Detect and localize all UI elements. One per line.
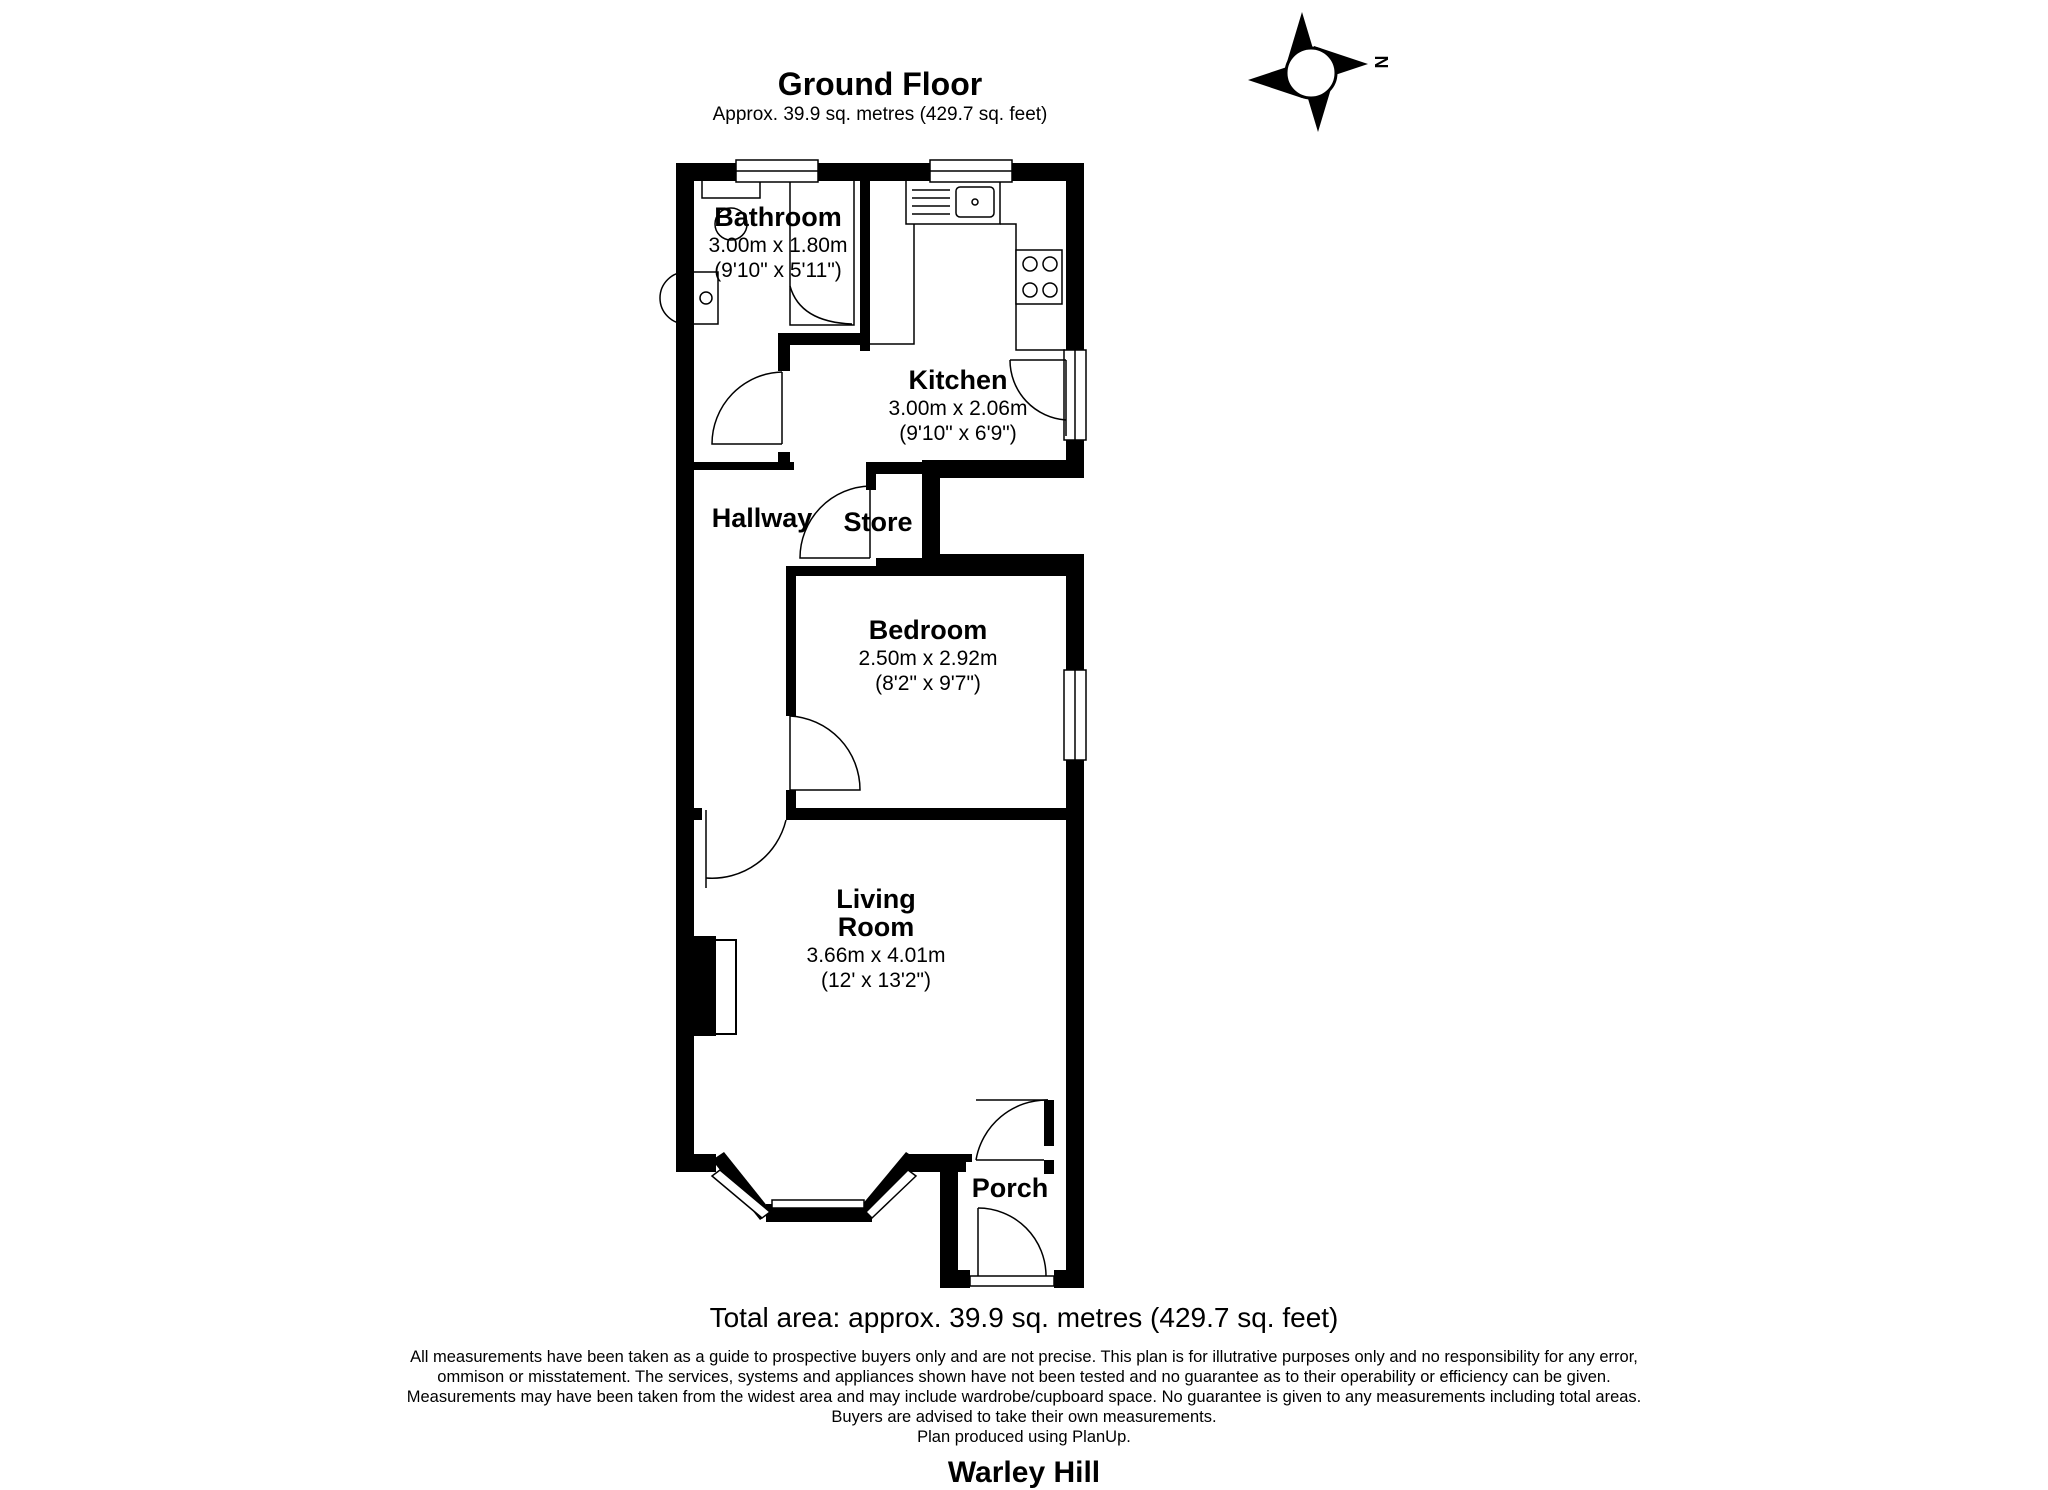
- floor-area: Approx. 39.9 sq. metres (429.7 sq. feet): [712, 104, 1048, 125]
- total-area: Total area: approx. 39.9 sq. metres (429.7 sq. feet): [709, 1302, 1339, 1333]
- disclaimer-line: ommison or misstatement. The services, systems and appliances shown have not been tested and no guarantee as to their operability or efficiency can be given.: [437, 1368, 1611, 1386]
- door-swing: [712, 372, 782, 444]
- walls: [676, 163, 1084, 1288]
- door-swing: [976, 1100, 1048, 1160]
- wall: [940, 1270, 970, 1288]
- window-bay: [772, 1200, 864, 1208]
- disclaimer: [0, 1347, 2048, 1447]
- room-size-bedroom-imperial: (8'2" x 9'7"): [875, 672, 981, 695]
- wall: [860, 181, 870, 351]
- hearth: [714, 940, 736, 1034]
- wall: [786, 566, 796, 716]
- door-swing: [978, 1208, 1046, 1276]
- room-name-bathroom: Bathroom: [714, 202, 842, 232]
- sink-bowl: [956, 187, 994, 217]
- wall: [676, 1154, 716, 1172]
- porch-threshold: [970, 1276, 1054, 1286]
- wall: [778, 333, 790, 371]
- room-size-living-imperial: (12' x 13'2"): [820, 969, 932, 992]
- wall: [866, 462, 1066, 474]
- room-size-living: 3.66m x 4.01m: [806, 944, 946, 967]
- wall: [1044, 1160, 1054, 1174]
- compass-ring: [1286, 48, 1336, 98]
- wall: [876, 558, 930, 566]
- room-name-bedroom: Bedroom: [868, 615, 988, 645]
- room-name-hallway: Hallway: [711, 503, 813, 533]
- door-swing: [790, 716, 860, 790]
- floor-title: Ground Floor: [777, 66, 983, 102]
- room-name-kitchen: Kitchen: [908, 365, 1008, 395]
- room-size-bedroom: 2.50m x 2.92m: [858, 647, 998, 670]
- property-name: Warley Hill: [947, 1456, 1101, 1489]
- room-name-porch: Porch: [971, 1173, 1049, 1203]
- chimney-breast: [694, 936, 716, 1036]
- room-labels: [709, 202, 1049, 1203]
- disclaimer-line: All measurements have been taken as a guide to prospective buyers only and are not precise. This plan is for illutrative purposes only and no responsibility for any error,: [410, 1348, 1638, 1366]
- wall: [778, 333, 870, 345]
- worktop-edge: [870, 224, 914, 344]
- wall: [778, 452, 790, 470]
- room-size-kitchen-imperial: (9'10" x 6'9"): [899, 422, 1017, 445]
- disclaimer-line: Buyers are advised to take their own measurements.: [831, 1408, 1217, 1426]
- door-swing: [706, 820, 786, 878]
- room-size-kitchen: 3.00m x 2.06m: [888, 397, 1028, 420]
- disclaimer-line: Measurements may have been taken from the widest area and may include wardrobe/cupboard space. No guarantee is given to any measurements including total areas.: [406, 1388, 1642, 1406]
- compass-label: N: [1372, 55, 1392, 69]
- hob: [1016, 250, 1062, 304]
- wall: [786, 808, 1066, 820]
- room-name-living-1: Living: [836, 884, 916, 914]
- wall: [940, 1154, 958, 1288]
- room-size-bathroom: 3.00m x 1.80m: [708, 234, 848, 257]
- wall: [958, 1154, 972, 1162]
- wall: [1066, 560, 1084, 1288]
- disclaimer-line: Plan produced using PlanUp.: [917, 1428, 1131, 1446]
- wall: [1054, 1270, 1084, 1288]
- wall: [694, 808, 702, 820]
- wall: [676, 163, 694, 1172]
- compass: [1248, 12, 1392, 132]
- room-name-living-2: Room: [837, 912, 915, 942]
- room-name-store: Store: [843, 507, 913, 537]
- windows: [712, 160, 1086, 1286]
- room-size-bathroom-imperial: (9'10" x 5'11"): [714, 259, 842, 282]
- wall: [866, 470, 876, 486]
- wall: [1044, 1100, 1054, 1146]
- wall: [786, 566, 1066, 576]
